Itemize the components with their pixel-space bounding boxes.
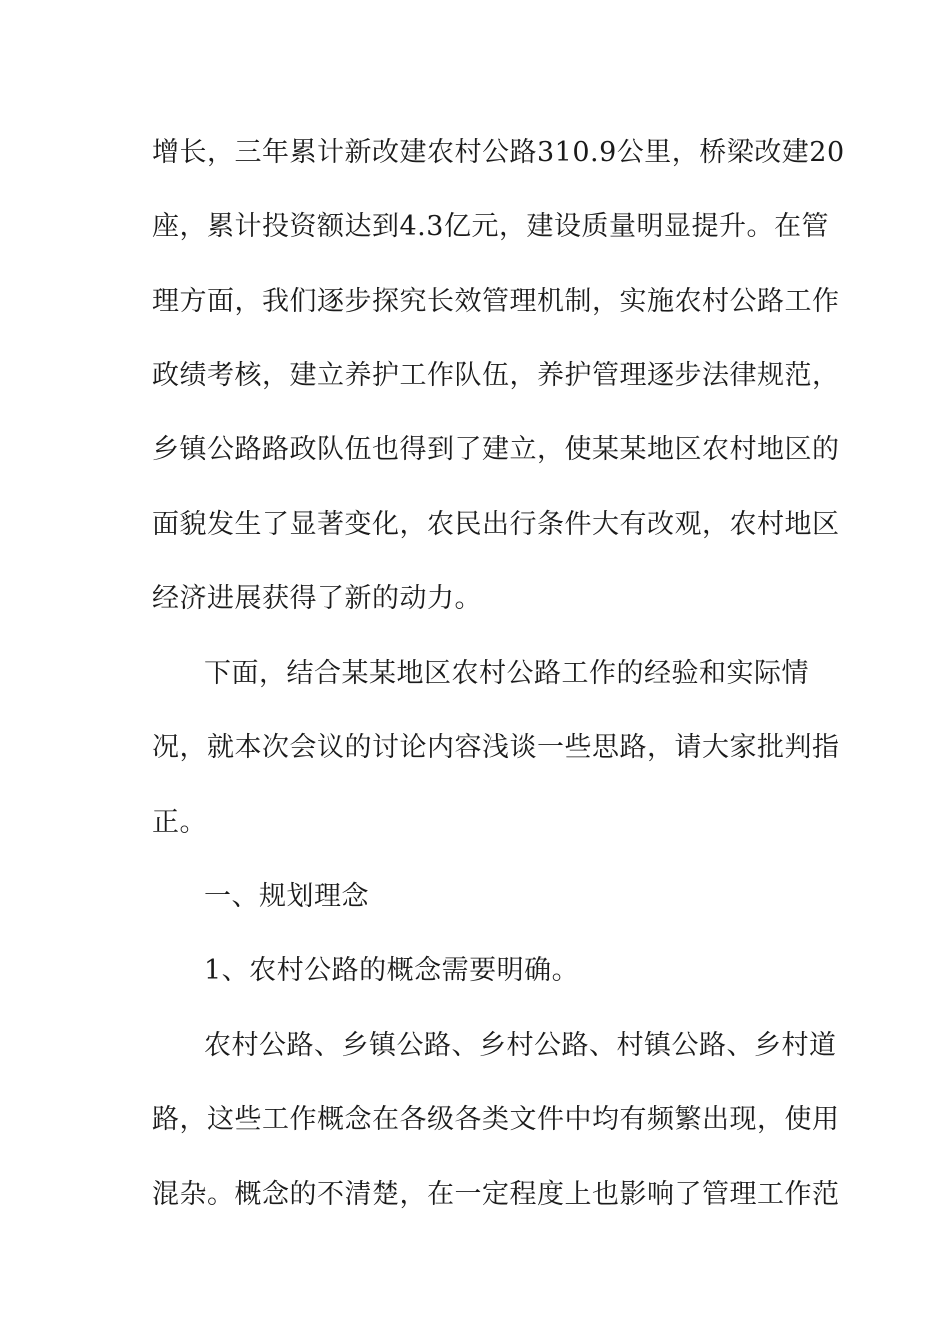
paragraph-line: 农村公路、乡镇公路、乡村公路、村镇公路、乡村道	[204, 1030, 837, 1061]
paragraph-line: 路，这些工作概念在各级各类文件中均有频繁出现，使用	[152, 1104, 840, 1135]
paragraph-line: 下面，结合某某地区农村公路工作的经验和实际情	[204, 658, 809, 689]
paragraph-line: 况，就本次会议的讨论内容浅谈一些思路，请大家批判指	[152, 732, 840, 763]
paragraph-line: 增长，三年累计新改建农村公路310.9公里，桥梁改建20	[152, 137, 845, 168]
section-heading: 一、规划理念	[204, 881, 369, 912]
paragraph-line: 面貌发生了显著变化，农民出行条件大有改观，农村地区	[152, 509, 840, 540]
subsection-heading: 1、农村公路的概念需要明确。	[204, 955, 580, 986]
paragraph-line: 政绩考核，建立养护工作队伍，养护管理逐步法律规范，	[152, 360, 840, 391]
paragraph-line: 座，累计投资额达到4.3亿元，建设质量明显提升。在管	[152, 211, 829, 242]
paragraph-line: 正。	[152, 807, 207, 838]
paragraph-line: 经济进展获得了新的动力。	[152, 583, 482, 614]
paragraph-line: 理方面，我们逐步探究长效管理机制，实施农村公路工作	[152, 286, 840, 317]
paragraph-line: 乡镇公路路政队伍也得到了建立，使某某地区农村地区的	[152, 434, 840, 465]
paragraph-line: 混杂。概念的不清楚，在一定程度上也影响了管理工作范	[152, 1179, 840, 1210]
